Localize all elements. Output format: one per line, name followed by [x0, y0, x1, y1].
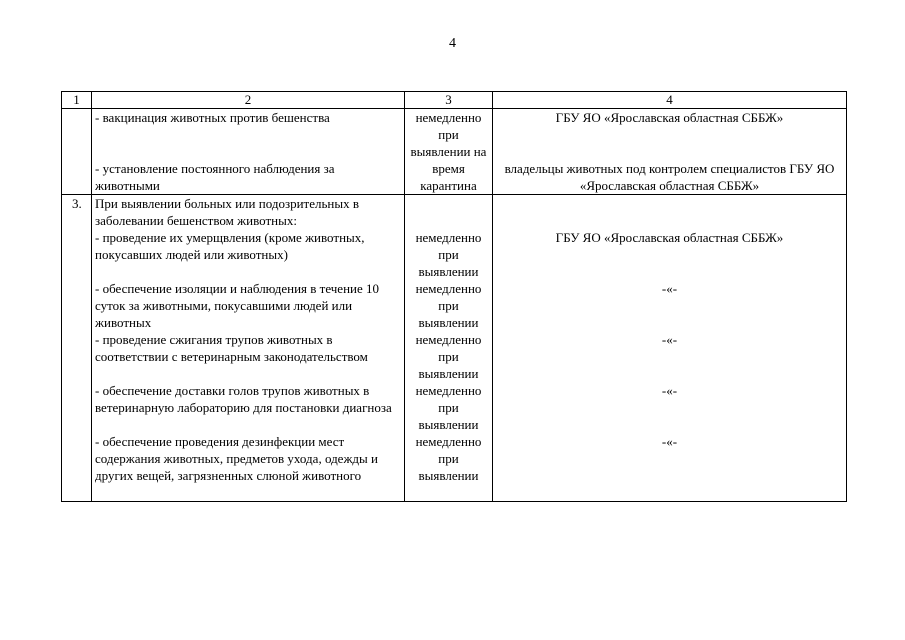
timing-cell	[405, 195, 493, 502]
measure-text: - вакцинация животных против бешенства	[95, 110, 330, 125]
page-number: 4	[449, 36, 456, 51]
responsible-text: -«-	[661, 383, 678, 398]
responsible-text: -«-	[661, 434, 678, 449]
timing-cell: немедленно при выявлении на время карантина	[405, 109, 493, 195]
header-cell-2: 2	[92, 92, 405, 109]
row-number-cell	[62, 109, 92, 195]
section-intro: При выявлении больных или подозрительных в заболевании бешенством животных:	[95, 196, 359, 228]
measure-text: - обеспечение изоляции и наблюдения в течение 10 суток за животными, покусавшими людей или животных	[95, 281, 380, 330]
header-cell-4: 4	[493, 92, 847, 109]
timing-text: немедленно при выявлении	[415, 230, 482, 279]
responsible-cell	[493, 195, 847, 502]
measure-text: - проведение сжигания трупов животных в соответствии с ветеринарным законодательством	[95, 332, 368, 364]
measure-text: - обеспечение проведения дезинфекции мест содержания животных, предметов ухода, одежды и других вещей, загрязненных слюной животного	[95, 434, 378, 483]
measure-text: - проведение их умерщвления (кроме животных, покусавших людей или животных)	[95, 230, 365, 262]
measure-text: - обеспечение доставки голов трупов животных в ветеринарную лабораторию для постановки диагноза	[95, 383, 392, 415]
header-cell-1: 1	[62, 92, 92, 109]
timing-text: немедленно при выявлении	[415, 281, 482, 330]
responsible-text: ГБУ ЯО «Ярославская областная СББЖ»	[555, 110, 784, 125]
responsible-cell	[493, 109, 847, 195]
table-header-row	[62, 92, 847, 109]
responsible-text: -«-	[661, 281, 678, 296]
measures-table	[61, 91, 847, 502]
measures-cell	[92, 195, 405, 502]
measures-cell	[92, 109, 405, 195]
responsible-text: ГБУ ЯО «Ярославская областная СББЖ»	[555, 230, 784, 245]
row-number-cell: 3.	[62, 195, 92, 502]
header-cell-3: 3	[405, 92, 493, 109]
timing-text: немедленно при выявлении	[415, 332, 482, 381]
timing-text: немедленно при выявлении	[415, 434, 482, 483]
timing-text: немедленно при выявлении	[415, 383, 482, 432]
table-row	[62, 109, 847, 195]
measure-text: - установление постоянного наблюдения за животными	[95, 161, 335, 193]
table-row	[62, 195, 847, 502]
responsible-text: владельцы животных под контролем специалистов ГБУ ЯО «Ярославская областная СББЖ»	[504, 161, 835, 193]
responsible-text: -«-	[661, 332, 678, 347]
